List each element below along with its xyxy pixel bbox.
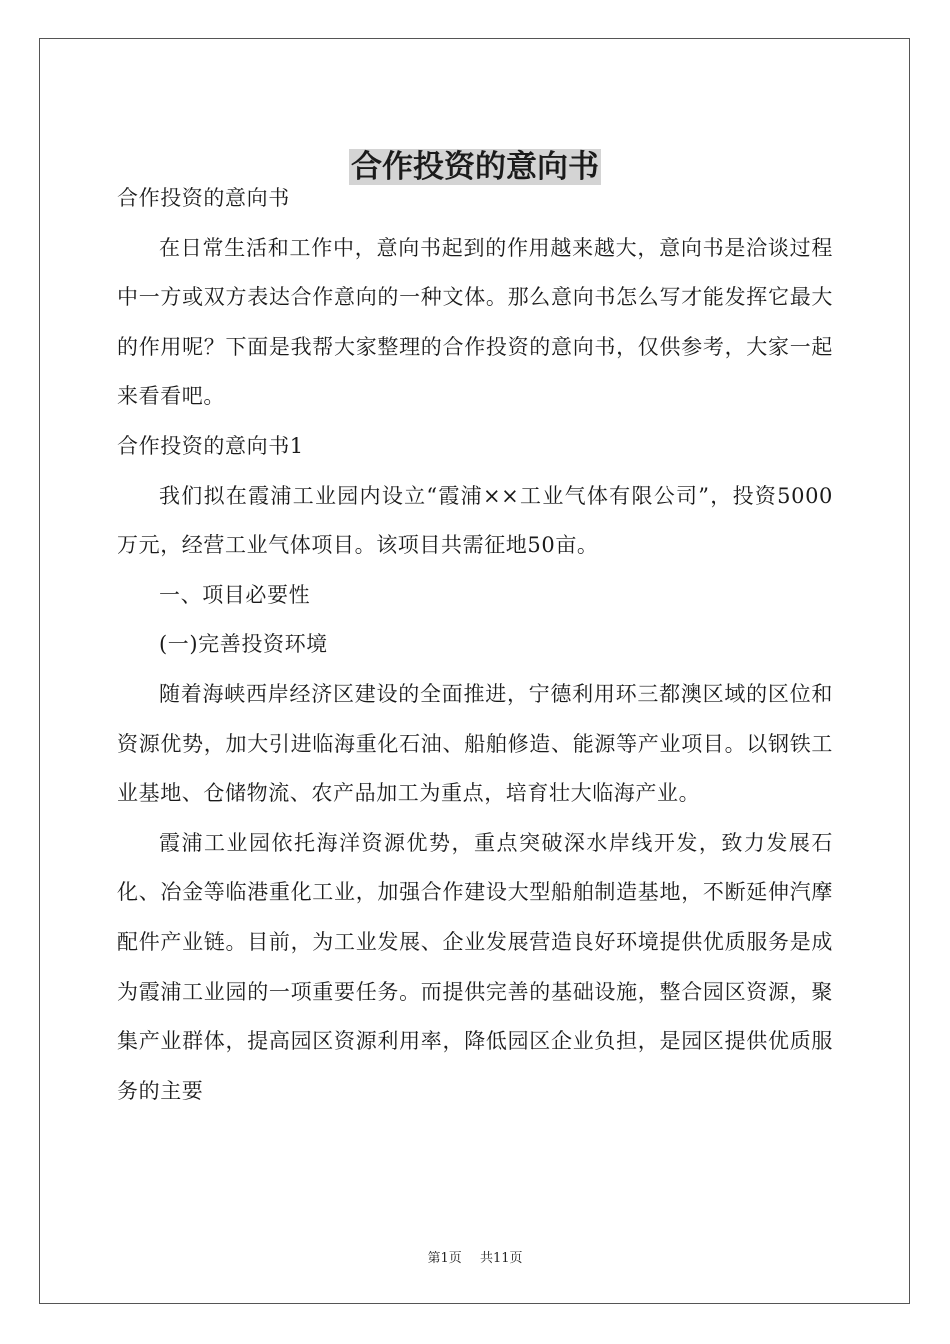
body-paragraph: 我们拟在霞浦工业园内设立“霞浦××工业气体有限公司”，投资5000万元，经营工业气体项目。该项目共需征地50亩。: [117, 483, 833, 558]
page-number-total: 共11页: [479, 1251, 523, 1266]
page-number-current: 第1页: [427, 1251, 462, 1266]
section-heading-necessity: 一、项目必要性: [159, 582, 311, 607]
intro-paragraph: 在日常生活和工作中，意向书起到的作用越来越大，意向书是洽谈过程中一方或双方表达合作意向的一种文体。那么意向书怎么写才能发挥它最大的作用呢？下面是我帮大家整理的合作投资的意向书，仅供参考，大家一起来看看吧。: [117, 235, 833, 409]
document-body: [117, 174, 833, 1116]
body-paragraph: 随着海峡西岸经济区建设的全面推进，宁德利用环三都澳区域的区位和资源优势，加大引进临海重化石油、船舶修造、能源等产业项目。以钢铁工业基地、仓储物流、农产品加工为重点，培育壮大临海产业。: [117, 681, 833, 806]
subtitle-paragraph: 合作投资的意向书: [117, 186, 290, 210]
body-paragraph: 霞浦工业园依托海洋资源优势，重点突破深水岸线开发，致力发展石化、冶金等临港重化工业，加强合作建设大型船舶制造基地，不断延伸汽摩配件产业链。目前，为工业发展、企业发展营造良好环境提供优质服务是成为霞浦工业园的一项重要任务。而提供完善的基础设施，整合园区资源，聚集产业群体，提高园区资源利用率，降低园区企业负担，是园区提供优质服务的主要: [117, 830, 833, 1103]
document-title-text: 合作投资的意向书: [351, 148, 599, 185]
subsection-heading: (一)完善投资环境: [159, 632, 328, 657]
section-heading: 合作投资的意向书1: [117, 433, 304, 458]
page-footer: [0, 1247, 950, 1266]
